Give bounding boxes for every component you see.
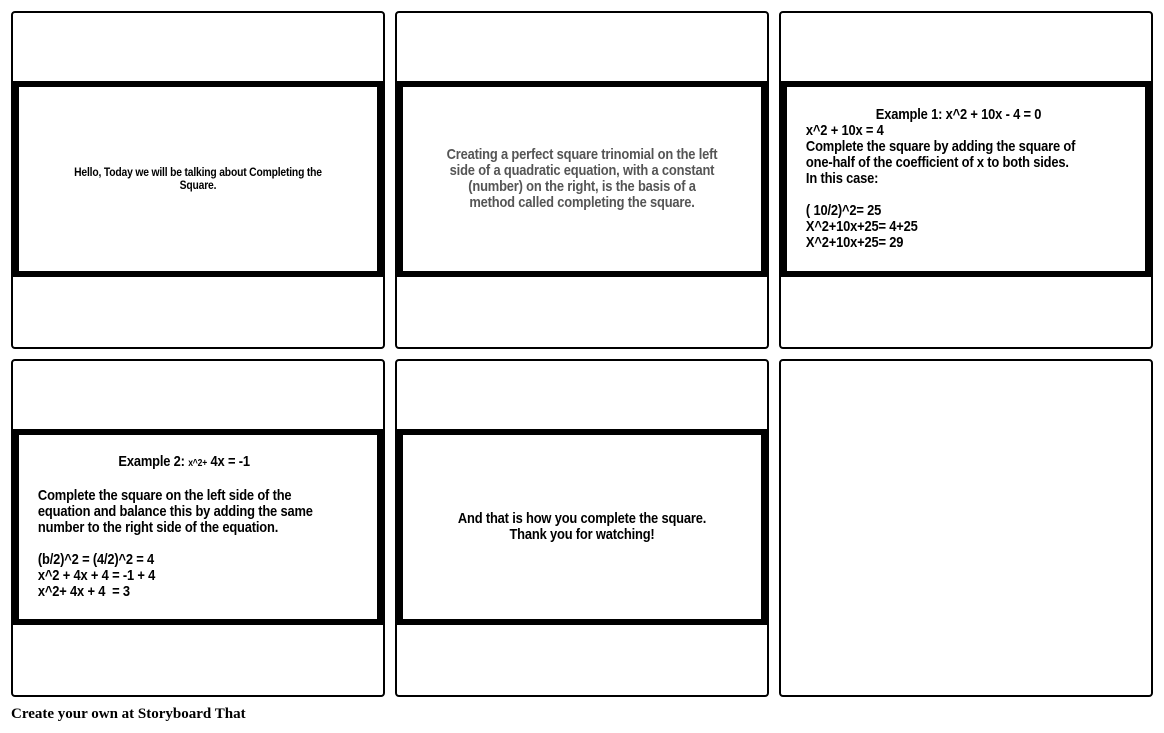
panel-4-textbox bbox=[13, 429, 383, 625]
panel-2-line: method called completing the square. bbox=[469, 194, 695, 211]
panel-1-line: Hello, Today we will be talking about Completing the bbox=[74, 165, 322, 179]
panel-3-textbox bbox=[781, 81, 1151, 277]
panel-4-title-tail: 4x = -1 bbox=[207, 453, 250, 470]
panel-3-line: X^2+10x+25= 4+25 bbox=[805, 218, 918, 235]
panel-4-line: x^2 + 4x + 4 = -1 + 4 bbox=[37, 567, 156, 584]
panel-1-line: Square. bbox=[179, 178, 217, 192]
panel-3-line: X^2+10x+25= 29 bbox=[805, 234, 904, 251]
panel-1-textbox bbox=[13, 81, 383, 277]
panel-2-textbox bbox=[397, 81, 767, 277]
panel-3-line: x^2 + 10x = 4 bbox=[805, 122, 884, 139]
panel-4-title-main: Example 2: bbox=[118, 453, 189, 470]
panel-4-line: Complete the square on the left side of the bbox=[37, 487, 292, 504]
panel-2-line: (number) on the right, is the basis of a bbox=[468, 178, 696, 195]
panel-4-line: equation and balance this by adding the same bbox=[37, 503, 313, 520]
panel-4-title-small: x^2+ bbox=[188, 458, 208, 469]
panel-2-line: side of a quadratic equation, with a constant bbox=[449, 162, 715, 179]
panel-4-title bbox=[38, 454, 330, 472]
storyboard-that-link[interactable]: Create your own at Storyboard That bbox=[11, 706, 246, 722]
panel-4-line: number to the right side of the equation. bbox=[37, 519, 279, 536]
panel-4-line: (b/2)^2 = (4/2)^2 = 4 bbox=[37, 551, 155, 568]
panel-3-line bbox=[806, 187, 1133, 203]
panel-5-textbox bbox=[397, 429, 767, 625]
panel-3-line: one-half of the coefficient of x to both sides. bbox=[805, 154, 1069, 171]
panel-4-line bbox=[38, 536, 365, 552]
panel-3-line: In this case: bbox=[805, 170, 879, 187]
panel-3-line: ( 10/2)^2= 25 bbox=[805, 202, 882, 219]
panel-3-title: Example 1: x^2 + 10x - 4 = 0 bbox=[875, 106, 1042, 123]
panel-3-line: Complete the square by adding the square of bbox=[805, 138, 1076, 155]
panel-5-line: And that is how you complete the square. bbox=[457, 510, 707, 527]
panel-5-line: Thank you for watching! bbox=[509, 526, 655, 543]
panel-4-line: x^2+ 4x + 4 = 3 bbox=[37, 583, 130, 600]
storyboard-cell-6 bbox=[779, 359, 1153, 697]
panel-2-line: Creating a perfect square trinomial on the left bbox=[446, 146, 718, 163]
panel-4-line bbox=[38, 472, 365, 488]
